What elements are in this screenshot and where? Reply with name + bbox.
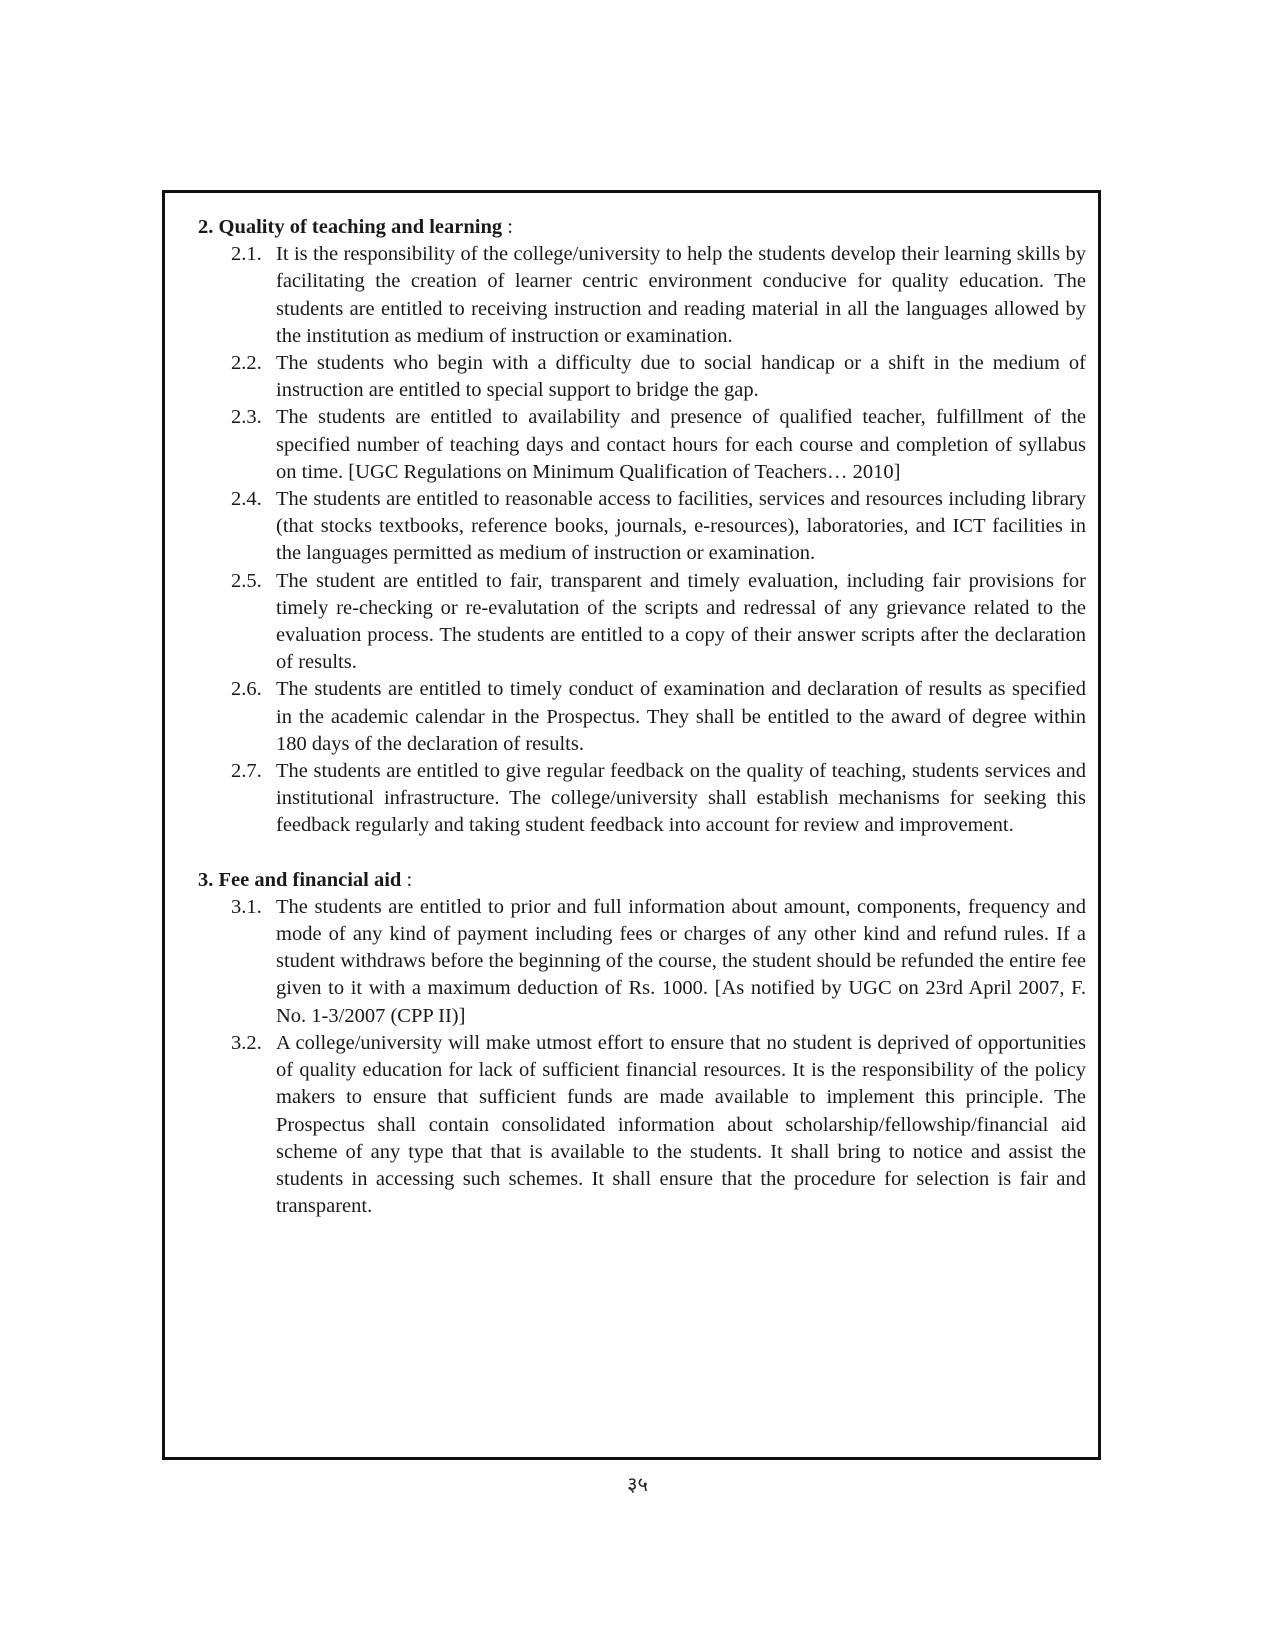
item-text: It is the responsibility of the college/university to help the students develop their learning skills by facilitating the creation of learner centric environment conducive for quality education. The students are entitled to receiving instruction and reading material in all the languages allowed by the institution as medium of instruction or examination. <box>276 243 1086 347</box>
section-number: 2. <box>198 216 214 238</box>
section-colon: : <box>507 216 513 238</box>
list-item <box>198 568 1086 677</box>
item-text: The students are entitled to give regular feedback on the quality of teaching, students services and institutional infrastructure. The college/university shall establish mechanisms for seeking this feedback regularly and taking student feedback into account for review and improvement. <box>276 760 1086 837</box>
list-item <box>198 676 1086 758</box>
section-heading-quality-teaching <box>198 214 1086 241</box>
item-number: 2.4. <box>231 488 262 511</box>
list-item <box>198 486 1086 568</box>
section-title: Quality of teaching and learning <box>218 216 503 238</box>
list-item <box>198 1030 1086 1220</box>
page-number: ३५ <box>627 1472 648 1496</box>
list-item <box>198 758 1086 840</box>
item-text: The students are entitled to prior and full information about amount, components, frequency and mode of any kind of payment including fees or charges of any other kind and refund rules. If a student withdraws before the beginning of the course, the student should be refunded the entire fee given to it with a maximum deduction of Rs. 1000. [As notified by UGC on 23rd April 2007, F. No. 1-3/2007 (CPP II)] <box>276 895 1086 1027</box>
item-number: 2.2. <box>231 352 262 375</box>
item-number: 3.2. <box>231 1031 262 1054</box>
list-item <box>198 350 1086 404</box>
item-number: 2.3. <box>231 406 262 429</box>
section-colon: : <box>406 868 413 891</box>
document-body <box>198 214 1086 1220</box>
item-number: 2.7. <box>231 760 262 783</box>
section-heading-fee-financial-aid <box>198 867 1086 894</box>
item-number: 3.1. <box>231 895 262 918</box>
item-number: 2.1. <box>231 243 262 266</box>
item-text: The students who begin with a difficulty due to social handicap or a shift in the medium of instruction are entitled to special support to bridge the gap. <box>276 352 1086 402</box>
item-text: The students are entitled to reasonable access to facilities, services and resources including library (that stocks textbooks, reference books, journals, e-resources), laboratories, and ICT facilities in the languages permitted as medium of instruction or examination. <box>276 488 1086 565</box>
list-item <box>198 894 1086 1030</box>
list-item <box>198 241 1086 350</box>
list-item <box>198 404 1086 486</box>
item-text: The students are entitled to timely conduct of examination and declaration of results as specified in the academic calendar in the Prospectus. They shall be entitled to the award of degree within 180 days of the declaration of results. <box>276 678 1086 755</box>
item-text: The student are entitled to fair, transparent and timely evaluation, including fair provisions for timely re-checking or re-evalutation of the scripts and redressal of any grievance related to the evaluation process. The students are entitled to a copy of their answer scripts after the declaration of results. <box>276 569 1086 674</box>
section-number: 3. <box>198 868 214 891</box>
item-number: 2.6. <box>231 678 262 701</box>
item-text: A college/university will make utmost effort to ensure that no student is deprived of opportunities of quality education for lack of sufficient financial resources. It is the responsibility of the policy makers to ensure that sufficient funds are made available to implement this principle. The Prospectus shall contain consolidated information about scholarship/fellowship/financial aid scheme of any type that that is available to the students. It shall bring to notice and assist the students in accessing such schemes. It shall ensure that the procedure for selection is fair and transparent. <box>276 1031 1086 1218</box>
item-text: The students are entitled to availability and presence of qualified teacher, fulfillment of the specified number of teaching days and contact hours for each course and completion of syllabus on time. [UGC Regulations on Minimum Qualification of Teachers… 2010] <box>276 406 1086 483</box>
section-title: Fee and financial aid <box>218 868 402 891</box>
item-number: 2.5. <box>231 569 262 592</box>
